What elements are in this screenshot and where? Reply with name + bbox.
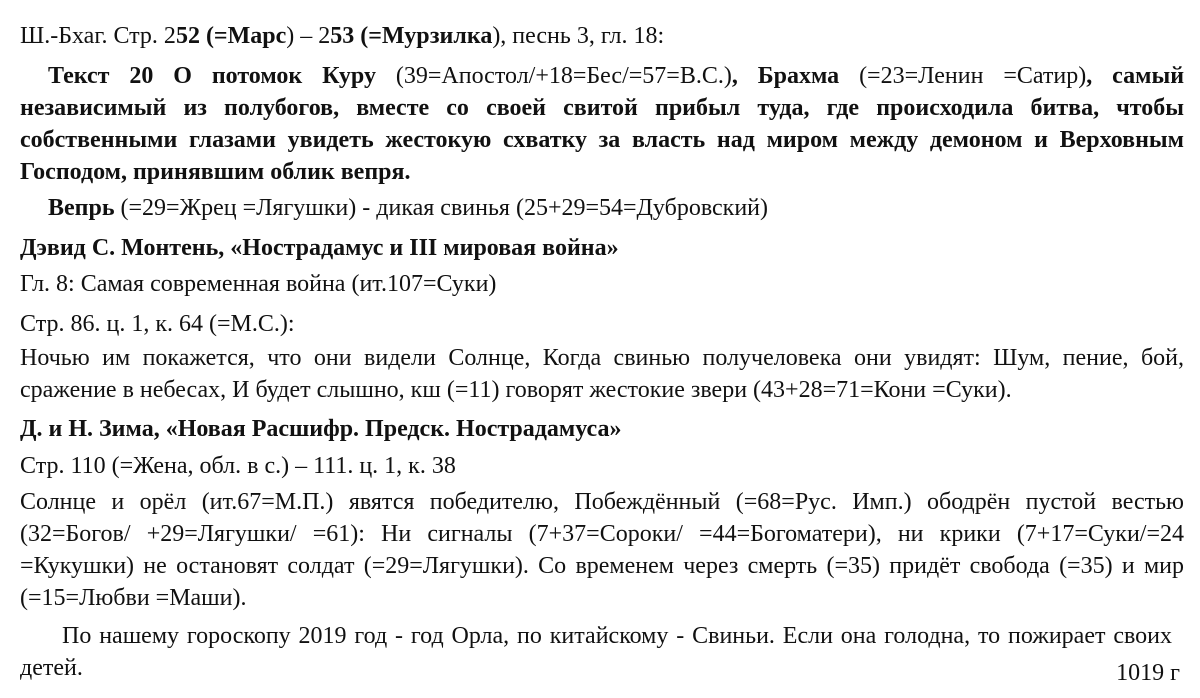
montaigne-chapter: Гл. 8: Самая современная война (ит.107=Суки) <box>20 271 497 297</box>
montaigne-quote: Ночью им покажется, что они видели Солнце, Когда свинью получеловека они увидят: Шум, пение, бой, сражение в небесах, И будет слышно, кш (=11) говорят жестокие звери (43+28=71=Кони =Суки). <box>20 345 1184 403</box>
header-text: Ш.-Бхаг. Стр. 2 <box>20 23 176 49</box>
montaigne-title: Дэвид С. Монтень, «Нострадамус и III мировая война» <box>20 235 619 261</box>
vepr-line <box>48 192 1186 224</box>
header-text: ), песнь 3, гл. 18: <box>492 23 665 49</box>
text20-heading: Текст 20 О потомок Куру <box>48 63 376 89</box>
text20-body: , самый независимый из полубогов, вместе со своей свитой прибыл туда, где происходила битва, чтобы собственными глазами увидеть жестокую схватку за власть над миром между демоном и Верховным Господом, принявшим облик вепря. <box>20 63 1185 185</box>
montaigne-page-ref: Стр. 86. ц. 1, к. 64 (=М.С.): <box>20 311 295 337</box>
zima-quote: Солнце и орёл (ит.67=М.П.) явятся победителю, Побеждённый (=68=Рус. Имп.) ободрён пустой вестью (32=Богов/ +29=Лягушки/ =61): Ни сигналы (7+37=Сороки/ =44=Богоматери), ни крики (7+17=Суки/=24 =Кукушки) не остановят солдат (=29=Лягушки). Со временем через смерть (=35) придёт свобода (=35) и мир (=15=Любви =Маши). <box>20 489 1184 611</box>
zima-page-ref: Стр. 110 (=Жена, обл. в с.) – 111. ц. 1, к. 38 <box>20 453 456 479</box>
header-line <box>20 20 1186 52</box>
header-bold-murzilka: 53 (=Мурзилка <box>330 23 493 49</box>
header-bold-mars: 52 (=Марс <box>175 23 287 49</box>
zima-title: Д. и Н. Зима, «Новая Расшифр. Предск. Нострадамуса» <box>20 416 622 442</box>
vepr-definition: (=29=Жрец =Лягушки) - дикая свинья (25+29=54=Дубровский) <box>114 195 769 221</box>
horoscope-paragraph: По нашему гороскопу 2019 год - год Орла, по китайскому - Свиньи. Если она голодна, то пожирает своих детей. <box>20 623 1172 681</box>
text20-paragraph <box>20 60 1184 188</box>
page-number: 1019 г <box>1116 660 1180 686</box>
vepr-term: Вепрь <box>48 195 115 221</box>
text20-note: (=23=Ленин =Сатир) <box>839 63 1087 89</box>
header-text: ) – 2 <box>286 23 331 49</box>
text20-note: (39=Апостол/+18=Бес/=57=В.С.) <box>375 63 732 89</box>
text20-brahma: , Брахма <box>731 63 840 89</box>
